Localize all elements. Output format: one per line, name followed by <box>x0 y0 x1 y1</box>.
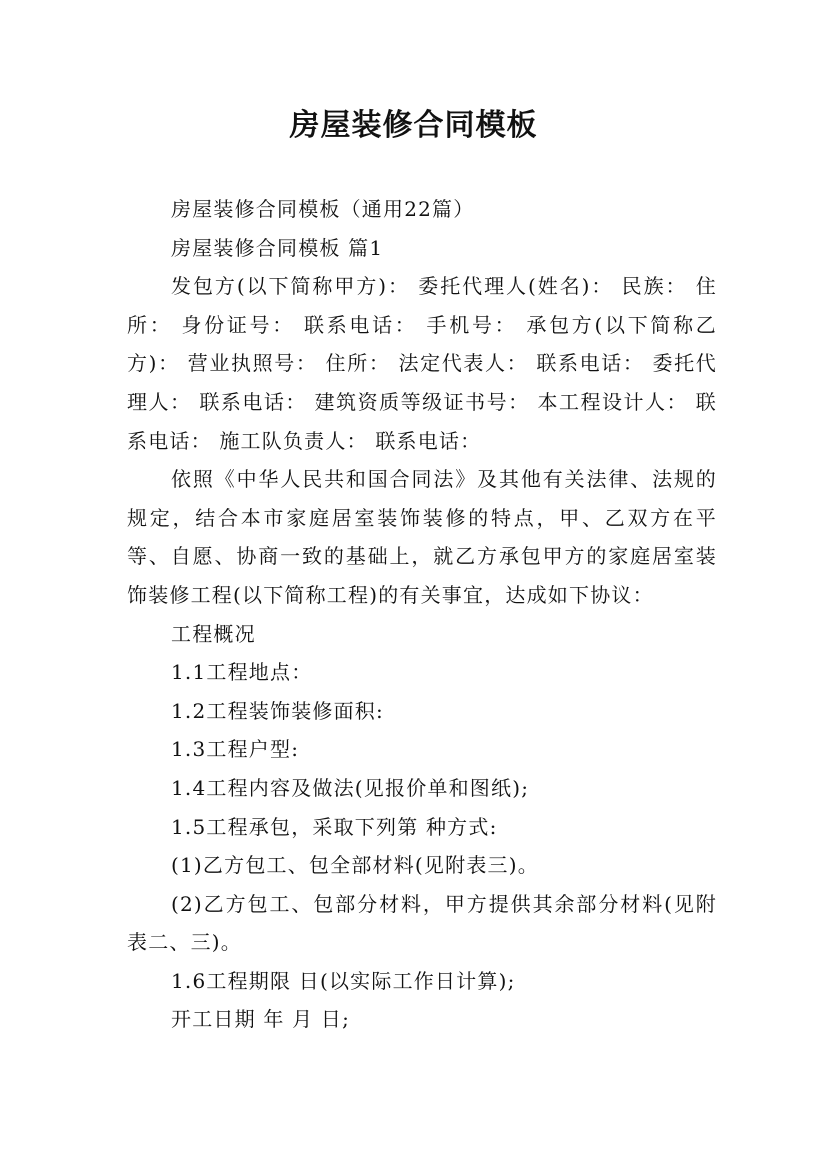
paragraph-clause-1-4: 1.4工程内容及做法(见报价单和图纸); <box>171 775 530 800</box>
paragraph-option-1: (1)乙方包工、包全部材料(见附表三)。 <box>171 853 539 878</box>
paragraph-parties: 发包方(以下简称甲方)： 委托代理人(姓名)： 民族： 住所： 身份证号： 联系电话： 手机号： 承包方(以下简称乙方)： 营业执照号： 住所： 法定代表人： 联系电话： 委托代理人： 联系电话： 建筑资质等级证书号： 本工程设计人： 联系电话： 施工队负责人： 联系电话： <box>127 274 717 453</box>
paragraph-subtitle: 房屋装修合同模板（通用22篇） <box>171 197 475 221</box>
paragraph-clause-1-5: 1.5工程承包，采取下列第 种方式: <box>171 814 498 839</box>
paragraph-start-date: 开工日期 年 月 日; <box>171 1007 351 1032</box>
paragraph-preamble: 依照《中华人民共和国合同法》及其他有关法律、法规的规定，结合本市家庭居室装饰装修的特点，甲、乙双方在平等、自愿、协商一致的基础上，就乙方承包甲方的家庭居室装饰装修工程(以下简称工程)的有关事宜，达成如下协议： <box>127 467 717 607</box>
paragraph-option-2: (2)乙方包工、包部分材料，甲方提供其余部分材料(见附表二、三)。 <box>127 891 717 955</box>
document-title: 房屋装修合同模板 <box>289 108 538 143</box>
paragraph-section-heading: 房屋装修合同模板 篇1 <box>171 235 384 260</box>
paragraph-clause-1-2: 1.2工程装饰装修面积: <box>171 698 384 723</box>
paragraph-clause-1-3: 1.3工程户型: <box>171 737 300 762</box>
paragraph-project-overview: 工程概况 <box>171 621 256 646</box>
paragraph-clause-1-6: 1.6工程期限 日(以实际工作日计算); <box>171 968 516 993</box>
document-body <box>127 190 717 1039</box>
paragraph-clause-1-1: 1.1工程地点： <box>171 660 313 685</box>
